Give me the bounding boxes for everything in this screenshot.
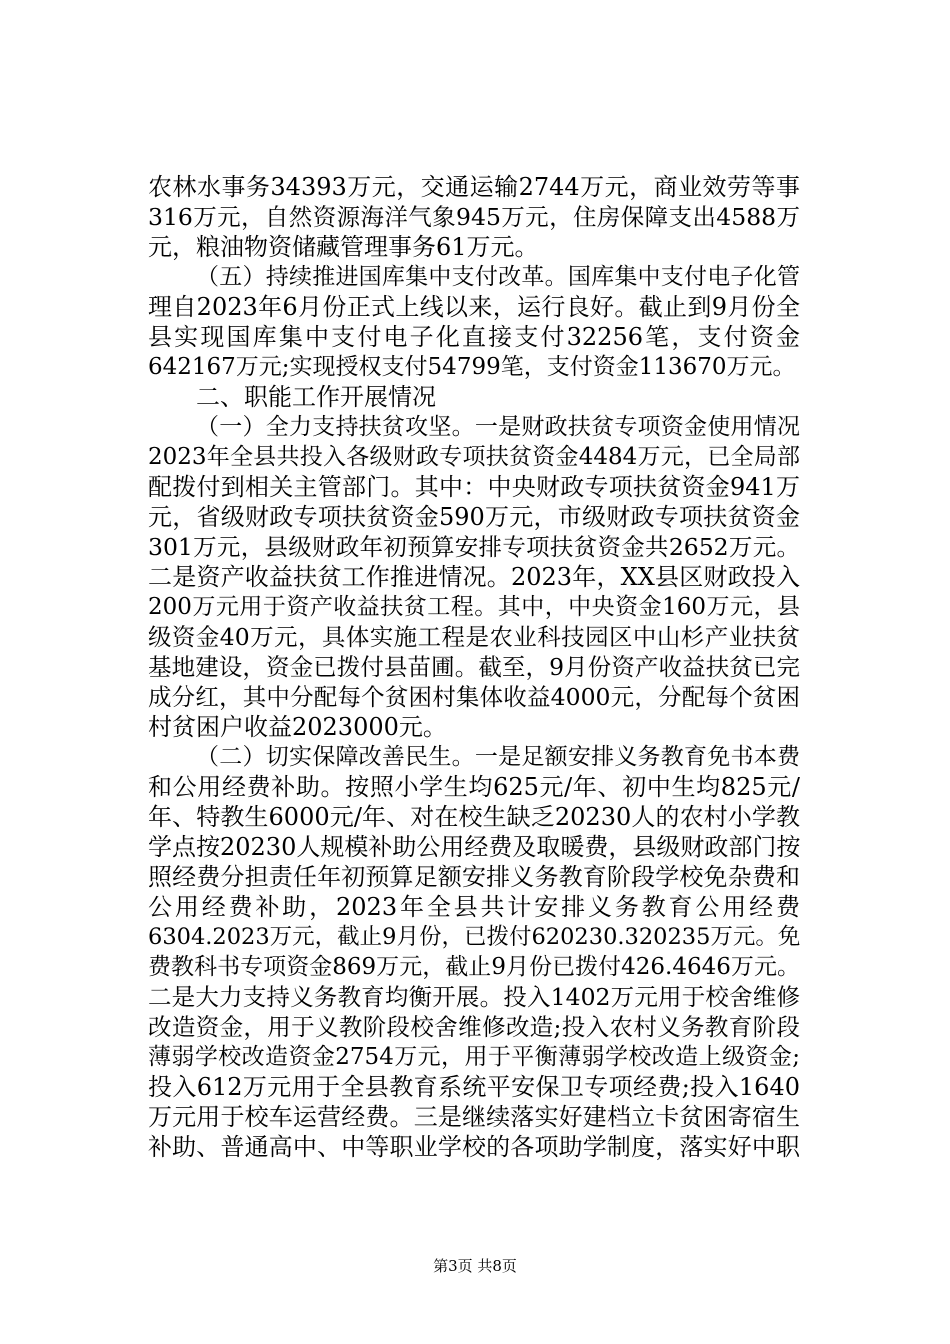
page-number-label: 第3页 共8页 [433, 1257, 517, 1275]
text-line: 二是资产收益扶贫工作推进情况。2023年，XX县区财政投入 [148, 563, 800, 591]
text-line: （二）切实保障改善民生。一是足额安排义务教育免书本费 [196, 744, 800, 770]
text-line: 和公用经费补助。按照小学生均625元/年、初中生均825元/ [148, 773, 800, 801]
text-line: 元，粮油物资储藏管理事务61万元。 [148, 233, 539, 261]
text-line: 级资金40万元，具体实施工程是农业科技园区中山杉产业扶贫 [148, 623, 800, 651]
text-line: 基地建设，资金已拨付县苗圃。截至，9月份资产收益扶贫已完 [148, 653, 800, 681]
text-line: 村贫困户收益2023000元。 [148, 713, 447, 741]
text-line: 642167万元;实现授权支付54799笔，支付资金113670万元。 [148, 354, 796, 380]
text-line: 二是大力支持义务教育均衡开展。投入1402万元用于校舍维修 [148, 983, 800, 1011]
text-line: 补助、普通高中、中等职业学校的各项助学制度，落实好中职 [148, 1133, 800, 1161]
text-line: 万元用于校车运营经费。三是继续落实好建档立卡贫困寄宿生 [148, 1103, 800, 1131]
text-line: 316万元，自然资源海洋气象945万元，住房保障支出4588万 [148, 203, 800, 231]
text-line: 改造资金，用于义教阶段校舍维修改造;投入农村义务教育阶段 [148, 1013, 800, 1041]
text-line: 200万元用于资产收益扶贫工程。其中，中央资金160万元，县 [148, 594, 800, 620]
text-line: 元，省级财政专项扶贫资金590万元，市级财政专项扶贫资金 [148, 503, 800, 531]
text-line: 成分红，其中分配每个贫困村集体收益4000元，分配每个贫困 [148, 683, 800, 711]
text-line: 年、特教生6000元/年、对在校生缺乏20230人的农村小学教 [148, 803, 800, 831]
text-line: （五）持续推进国库集中支付改革。国库集中支付电子化管 [196, 264, 800, 290]
text-line: 理自2023年6月份正式上线以来，运行良好。截止到9月份全 [148, 293, 800, 321]
text-line: 2023年全县共投入各级财政专项扶贫资金4484万元，已全局部 [148, 444, 800, 470]
document-body [148, 172, 800, 1162]
text-line: 301万元，县级财政年初预算安排专项扶贫资金共2652万元。 [148, 533, 800, 561]
text-line: 学点按20230人规模补助公用经费及取暖费，县级财政部门按 [148, 833, 801, 861]
text-line: 费教科书专项资金869万元，截止9月份已拨付426.4646万元。 [148, 954, 800, 980]
text-line: 6304.2023万元，截止9月份，已拨付620230.320235万元。免 [148, 924, 801, 950]
text-line: 薄弱学校改造资金2754万元，用于平衡薄弱学校改造上级资金; [148, 1044, 800, 1070]
text-line: 农林水事务34393万元，交通运输2744万元，商业效劳等事 [148, 173, 800, 201]
text-line: 投入612万元用于全县教育系统平安保卫专项经费;投入1640 [148, 1073, 800, 1101]
text-line: 县实现国库集中支付电子化直接支付32256笔，支付资金 [148, 323, 800, 351]
text-line: 配拨付到相关主管部门。其中：中央财政专项扶贫资金941万 [148, 473, 800, 501]
text-line: 照经费分担责任年初预算足额安排义务教育阶段学校免杂费和 [148, 863, 800, 891]
text-line: 二、职能工作开展情况 [196, 383, 436, 411]
page-footer [0, 1256, 950, 1276]
text-line: 公用经费补助，2023年全县共计安排义务教育公用经费 [148, 893, 800, 921]
text-line: （一）全力支持扶贫攻坚。一是财政扶贫专项资金使用情况 [196, 414, 800, 440]
